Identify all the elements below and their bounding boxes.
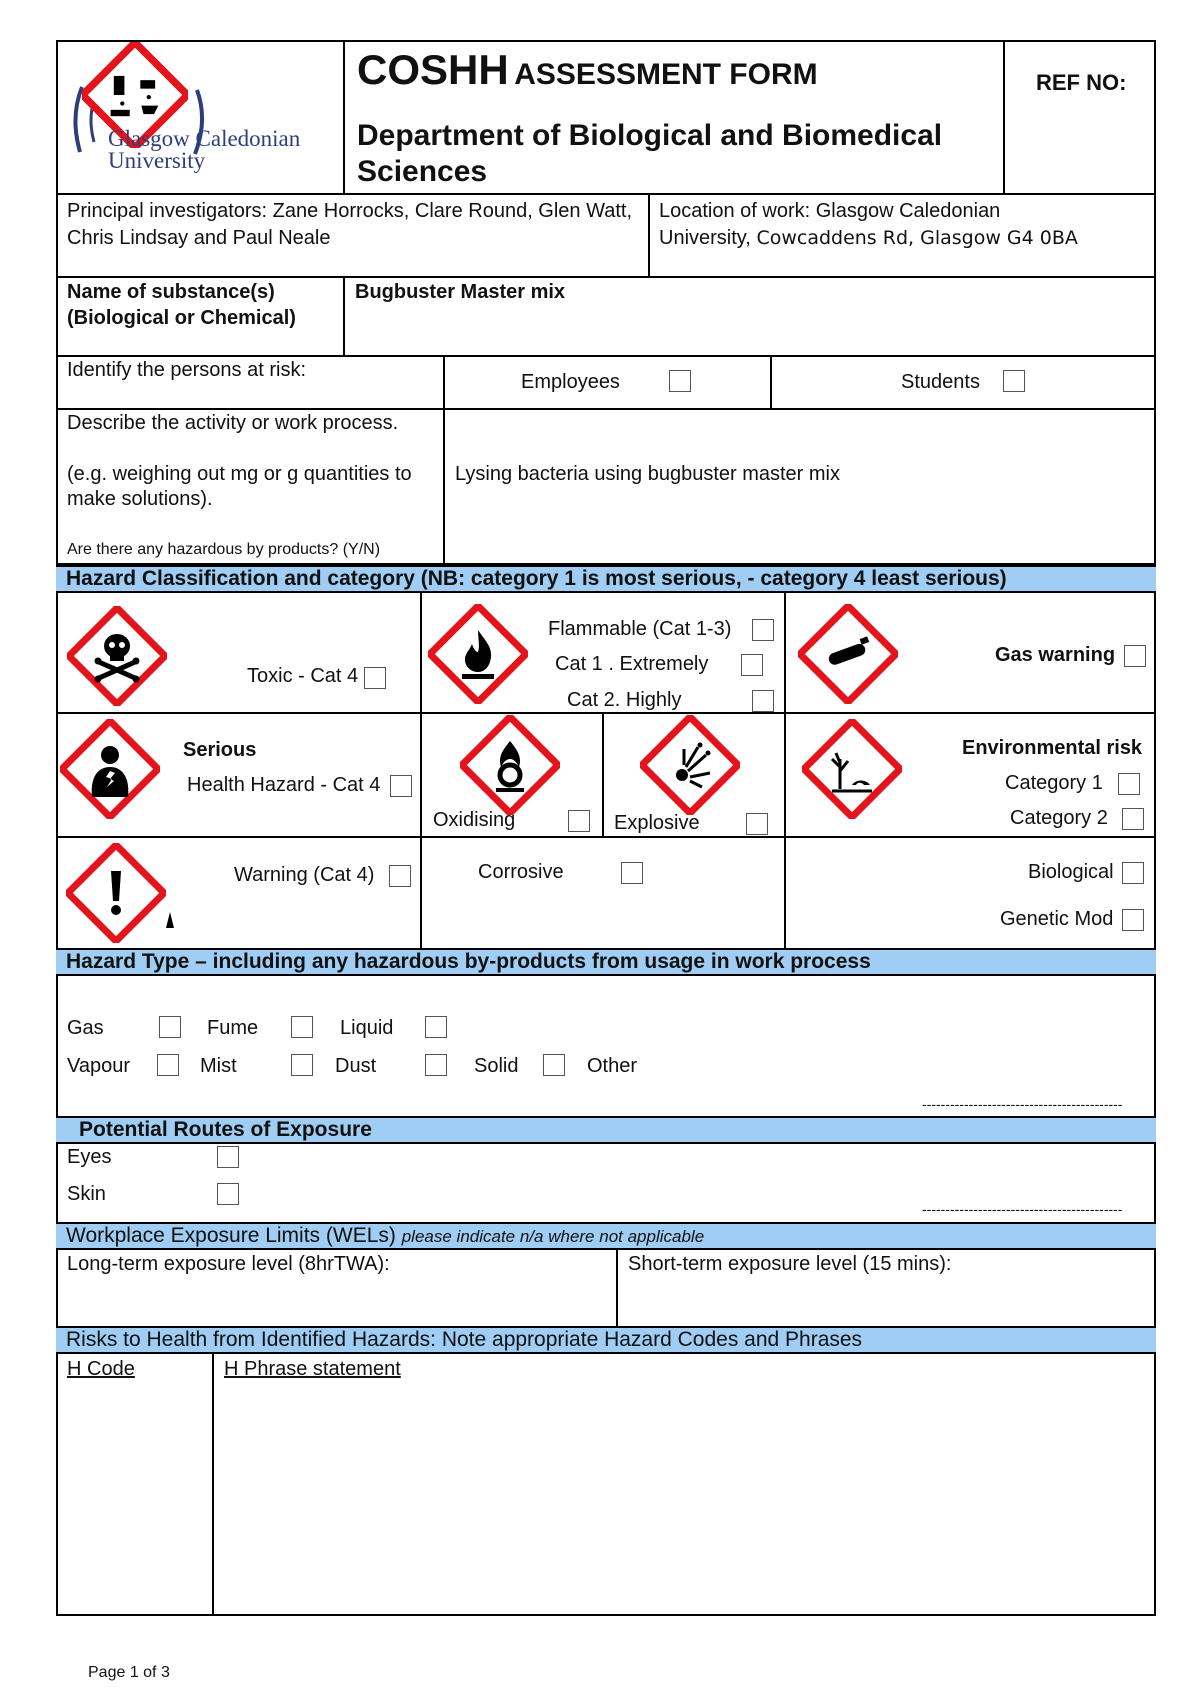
route-eyes-checkbox[interactable] bbox=[217, 1146, 239, 1168]
risks-box bbox=[56, 1352, 1156, 1616]
oxidising-label: Oxidising bbox=[433, 809, 516, 831]
flammable-cat1-checkbox[interactable] bbox=[741, 654, 763, 676]
exclamation-warning-icon bbox=[66, 843, 166, 943]
substance-label-line2: (Biological or Chemical) bbox=[67, 307, 296, 329]
activity-example: (e.g. weighing out mg or g quantities to make solutions). bbox=[67, 463, 412, 510]
route-eyes-label: Eyes bbox=[67, 1146, 112, 1168]
biological-checkbox[interactable] bbox=[1122, 862, 1144, 884]
flammable-checkbox[interactable] bbox=[752, 619, 774, 641]
logo-text-line2: University bbox=[108, 148, 206, 173]
short-term-exposure-label: Short-term exposure level (15 mins): bbox=[628, 1253, 952, 1275]
location-street: Cowcaddens Rd, Glasgow G4 0BA bbox=[756, 227, 1078, 249]
hazard-type-heading: Hazard Type – including any hazardous by-products from usage in work process bbox=[56, 948, 1156, 976]
env-category2-checkbox[interactable] bbox=[1122, 808, 1144, 830]
oxidising-icon bbox=[460, 715, 560, 815]
long-term-exposure-label: Long-term exposure level (8hrTWA): bbox=[67, 1253, 390, 1275]
flammable-cat2-checkbox[interactable] bbox=[752, 690, 774, 712]
hazard-mist-label: Mist bbox=[200, 1055, 237, 1077]
substance-value: Bugbuster Master mix bbox=[355, 281, 566, 303]
location-address bbox=[659, 225, 1078, 252]
location-of-work: Location of work: Glasgow Caledonian bbox=[659, 200, 1001, 222]
route-skin-label: Skin bbox=[67, 1183, 106, 1205]
wel-heading bbox=[56, 1222, 1156, 1250]
form-title-rest: ASSESSMENT FORM bbox=[514, 58, 818, 91]
hazard-vapour-label: Vapour bbox=[67, 1055, 131, 1077]
warning-checkbox[interactable] bbox=[389, 865, 411, 887]
location-university: University, bbox=[659, 227, 751, 249]
hazard-solid-checkbox[interactable] bbox=[543, 1054, 565, 1076]
hazard-classification-heading: Hazard Classification and category (NB: category 1 is most serious, - category 4 least serious) bbox=[56, 565, 1156, 593]
risks-heading: Risks to Health from Identified Hazards: Note appropriate Hazard Codes and Phrases bbox=[56, 1326, 1156, 1354]
env-category1-label: Category 1 bbox=[1005, 772, 1103, 794]
serious-label: Serious bbox=[183, 739, 257, 761]
activity-value: Lysing bacteria using bugbuster master mix bbox=[455, 463, 840, 485]
h-phrase-header: H Phrase statement bbox=[224, 1358, 401, 1380]
environment-icon bbox=[802, 719, 902, 819]
warning-label: Warning (Cat 4) bbox=[234, 864, 375, 886]
hazard-fume-checkbox[interactable] bbox=[291, 1016, 313, 1038]
wel-heading-note: please indicate n/a where not applicable bbox=[401, 1227, 705, 1246]
hazard-grid bbox=[56, 591, 1156, 950]
activity-label: Describe the activity or work process. bbox=[67, 412, 399, 434]
toxic-label: Toxic - Cat 4 bbox=[247, 665, 359, 687]
explosive-icon bbox=[640, 715, 740, 815]
hazard-dust-label: Dust bbox=[335, 1055, 377, 1077]
toxic-skull-icon bbox=[67, 606, 167, 706]
routes-dashes: ------------------------------------------- bbox=[922, 1201, 1123, 1217]
hazard-liquid-label: Liquid bbox=[340, 1017, 394, 1039]
hazard-mist-checkbox[interactable] bbox=[291, 1054, 313, 1076]
department-title: Department of Biological and Biomedical Sciences bbox=[357, 119, 943, 188]
hazard-gas-checkbox[interactable] bbox=[159, 1016, 181, 1038]
environmental-risk-label: Environmental risk bbox=[962, 737, 1143, 759]
genetic-mod-checkbox[interactable] bbox=[1122, 909, 1144, 931]
substance-label-line1: Name of substance(s) bbox=[67, 281, 275, 303]
biological-label: Biological bbox=[1028, 861, 1114, 883]
routes-heading: Potential Routes of Exposure bbox=[56, 1116, 1156, 1144]
hazard-fume-label: Fume bbox=[207, 1017, 259, 1039]
gas-warning-label: Gas warning bbox=[995, 644, 1116, 666]
hazard-type-dashes: ------------------------------------------- bbox=[922, 1096, 1123, 1112]
ref-no-label: REF NO: bbox=[1036, 70, 1127, 95]
students-checkbox[interactable] bbox=[1003, 370, 1025, 392]
flammable-label: Flammable (Cat 1-3) bbox=[548, 618, 732, 640]
explosive-label: Explosive bbox=[614, 812, 700, 834]
hazard-vapour-checkbox[interactable] bbox=[157, 1054, 179, 1076]
gas-warning-checkbox[interactable] bbox=[1124, 645, 1146, 667]
oxidising-checkbox[interactable] bbox=[568, 810, 590, 832]
byproducts-question: Are there any hazardous by products? (Y/N) bbox=[67, 541, 381, 558]
page-number: Page 1 of 3 bbox=[88, 1664, 170, 1681]
hazard-solid-label: Solid bbox=[474, 1055, 519, 1077]
genetic-mod-label: Genetic Mod bbox=[1000, 908, 1114, 930]
hazard-liquid-checkbox[interactable] bbox=[425, 1016, 447, 1038]
env-category2-label: Category 2 bbox=[1010, 807, 1108, 829]
university-logo bbox=[62, 42, 332, 192]
gas-cylinder-icon bbox=[798, 604, 898, 704]
h-code-header: H Code bbox=[67, 1358, 135, 1380]
students-label: Students bbox=[901, 371, 980, 393]
flammable-cat2-label: Cat 2. Highly bbox=[567, 689, 682, 711]
explosive-checkbox[interactable] bbox=[746, 813, 768, 835]
form-title bbox=[357, 48, 818, 100]
corrosive-checkbox[interactable] bbox=[621, 862, 643, 884]
ink-mark-icon bbox=[164, 912, 176, 930]
hazard-gas-label: Gas bbox=[67, 1017, 104, 1039]
health-hazard-label: Health Hazard - Cat 4 bbox=[187, 774, 381, 796]
flammable-flame-icon bbox=[428, 604, 528, 704]
corrosive-label: Corrosive bbox=[478, 861, 564, 883]
employees-label: Employees bbox=[521, 371, 620, 393]
form-title-coshh: COSHH bbox=[357, 46, 509, 93]
logo-text-line1: Glasgow Caledonian bbox=[108, 126, 301, 151]
health-hazard-icon bbox=[60, 719, 160, 819]
principal-investigators: Principal investigators: Zane Horrocks, Clare Round, Glen Watt, Chris Lindsay and Paul Neale bbox=[67, 200, 633, 249]
hazard-other-label: Other bbox=[587, 1055, 638, 1077]
health-hazard-checkbox[interactable] bbox=[390, 775, 412, 797]
hazard-dust-checkbox[interactable] bbox=[425, 1054, 447, 1076]
persons-label: Identify the persons at risk: bbox=[67, 359, 307, 381]
route-skin-checkbox[interactable] bbox=[217, 1183, 239, 1205]
employees-checkbox[interactable] bbox=[669, 370, 691, 392]
wel-heading-text: Workplace Exposure Limits (WELs) bbox=[66, 1224, 396, 1247]
flammable-cat1-label: Cat 1 . Extremely bbox=[555, 653, 709, 675]
env-category1-checkbox[interactable] bbox=[1118, 773, 1140, 795]
toxic-checkbox[interactable] bbox=[364, 667, 386, 689]
